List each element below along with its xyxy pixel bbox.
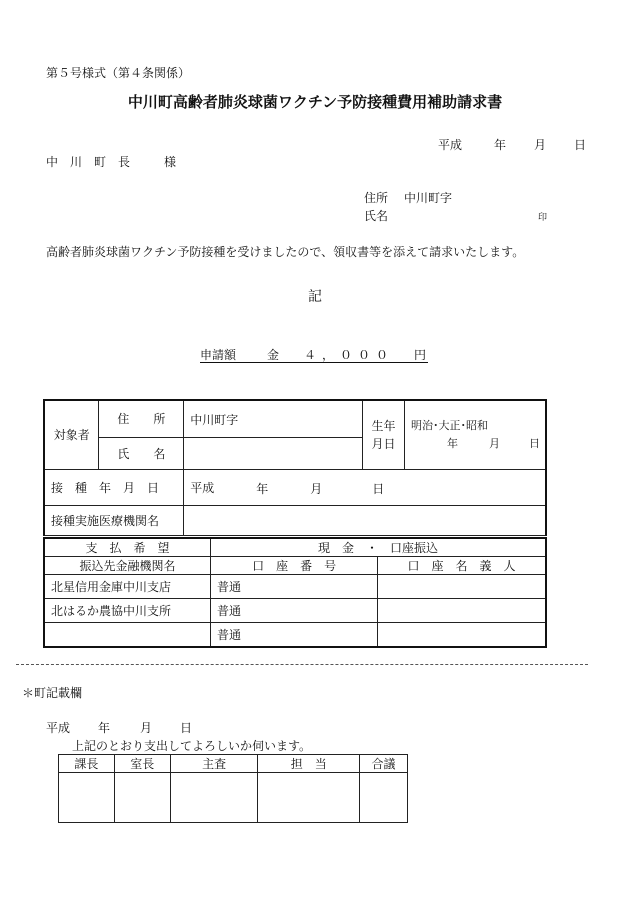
amount-label: 申請額 — [200, 348, 237, 362]
approval-stamp-consultation[interactable] — [360, 773, 408, 823]
ki-heading: 記 — [308, 289, 322, 305]
date-era: 平成 — [438, 138, 463, 152]
applicant-address-label: 住所 — [364, 191, 389, 205]
approval-note: 上記のとおり支出してよろしいか伺います。 — [72, 739, 312, 753]
account-type-3[interactable]: 普通 — [211, 623, 378, 647]
cut-line — [16, 664, 588, 665]
approval-stamp-supervisor[interactable] — [170, 773, 258, 823]
applicant-address-value: 中川町字 — [404, 191, 453, 205]
institution-label: 接種実施医療機関名 — [44, 505, 184, 535]
bank-name-3[interactable] — [44, 623, 211, 647]
town-date-month: 月 — [140, 721, 153, 735]
approval-header-office-chief: 室長 — [114, 755, 170, 773]
approval-stamp-section-chief[interactable] — [59, 773, 115, 823]
approval-header-staff: 担 当 — [258, 755, 360, 773]
amount-unit: 円 — [414, 348, 427, 362]
vaccination-date-label: 接 種 年 月 日 — [44, 469, 184, 505]
vaccination-year: 年 — [256, 481, 269, 496]
vaccination-era: 平成 — [190, 480, 215, 495]
town-date-day: 日 — [180, 721, 193, 735]
approval-header-section-chief: 課長 — [59, 755, 115, 773]
approval-stamp-office-chief[interactable] — [114, 773, 170, 823]
subject-table — [43, 399, 547, 536]
date-year: 年 — [494, 138, 507, 152]
address-label: 住 所 — [99, 400, 184, 437]
approval-header-supervisor: 主査 — [170, 755, 258, 773]
vaccination-date-field[interactable] — [184, 469, 546, 505]
institution-field[interactable] — [184, 505, 546, 535]
form-number-label: 第５号様式（第４条関係） — [46, 66, 191, 80]
birth-month: 月 — [489, 436, 500, 450]
addressee-honorific: 様 — [164, 155, 177, 169]
request-statement: 高齢者肺炎球菌ワクチン予防接種を受けましたので、領収書等を添えて請求いたします。 — [46, 245, 525, 259]
bank-name-1: 北星信用金庫中川支店 — [44, 575, 211, 599]
account-holder-3[interactable] — [378, 623, 546, 647]
birth-day: 日 — [529, 436, 540, 450]
amount-value: ４，０００ — [304, 348, 395, 362]
account-number-header: 口 座 番 号 — [211, 557, 378, 575]
addressee-name: 中 川 町 長 — [46, 155, 131, 169]
bank-name-2: 北はるか農協中川支所 — [44, 599, 211, 623]
date-month: 月 — [534, 138, 547, 152]
birth-eras: 明治･大正･昭和 — [411, 418, 488, 432]
birth-label-line1: 生年 — [371, 418, 396, 433]
payment-table — [43, 537, 547, 648]
document-title: 中川町高齢者肺炎球菌ワクチン予防接種費用補助請求書 — [127, 93, 503, 111]
account-type-2[interactable]: 普通 — [211, 599, 378, 623]
account-type-1[interactable]: 普通 — [211, 575, 378, 599]
bank-header: 振込先金融機関名 — [44, 557, 211, 575]
payment-method[interactable]: 現 金 ・ 口座振込 — [211, 538, 546, 557]
name-field[interactable] — [184, 437, 363, 469]
town-section-title: ＊町記載欄 — [22, 686, 83, 700]
birth-year: 年 — [447, 436, 458, 450]
birth-label-line2: 月日 — [371, 436, 396, 451]
approval-header-consultation: 合議 — [360, 755, 408, 773]
approval-table — [58, 754, 408, 823]
account-holder-1[interactable] — [378, 575, 546, 599]
amount-line — [200, 346, 428, 363]
address-value: 中川町字 — [184, 400, 363, 437]
town-date-year: 年 — [98, 721, 111, 735]
account-holder-2[interactable] — [378, 599, 546, 623]
vaccination-day: 日 — [372, 481, 385, 496]
applicant-name-label: 氏名 — [364, 209, 389, 223]
payment-label: 支 払 希 望 — [44, 538, 211, 557]
amount-prefix: 金 — [267, 348, 280, 362]
account-holder-header: 口 座 名 義 人 — [378, 557, 546, 575]
subject-label: 対象者 — [44, 400, 99, 469]
birth-date-field[interactable] — [405, 400, 547, 469]
birth-label — [363, 400, 405, 469]
name-label: 氏 名 — [99, 437, 184, 469]
approval-stamp-staff[interactable] — [258, 773, 360, 823]
seal-mark: 印 — [538, 213, 548, 223]
date-day: 日 — [574, 138, 587, 152]
town-date-era: 平成 — [46, 721, 71, 735]
vaccination-month: 月 — [310, 481, 323, 496]
